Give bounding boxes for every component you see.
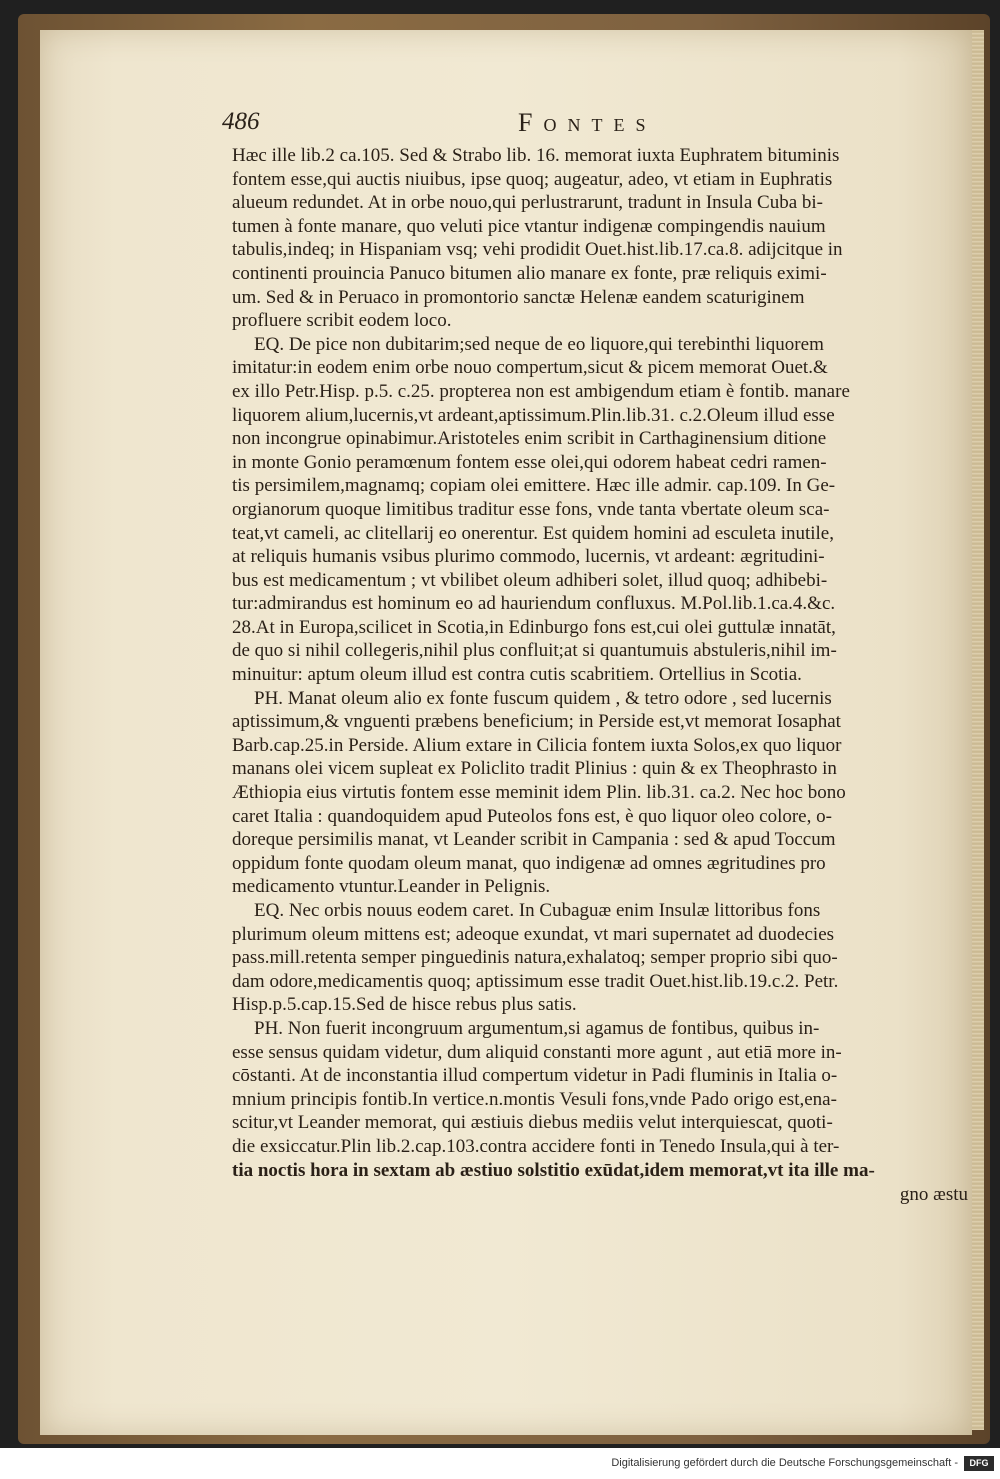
text-line: tia noctis hora in sextam ab æstiuo solstitio exūdat,idem memorat,vt ita ille ma-	[232, 1159, 875, 1181]
text-line: manans olei vicem supleat ex Policlito tradit Plinius : quin & ex Theophrasto in	[232, 758, 837, 780]
text-line: tumen à fonte manare, quo veluti pice vtantur indigenæ compingendis nauium	[232, 215, 826, 237]
footer-credit: Digitalisierung gefördert durch die Deutsche Forschungsgemeinschaft -	[611, 1457, 958, 1469]
page-fore-edge	[972, 30, 984, 1430]
text-line: fontem esse,qui auctis niuibus, ipse quoq; augeatur, adeo, vt etiam in Euphratis	[232, 168, 833, 190]
text-line: doreque persimilis manat, vt Leander scribit in Campania : sed & apud Toccum	[232, 829, 836, 851]
text-line: caret Italia : quandoquidem apud Puteolos fons est, è quo liquor oleo colore, o-	[232, 805, 832, 827]
page-number: 486	[222, 108, 260, 135]
dfg-logo-icon: DFG	[964, 1456, 994, 1471]
text-line: EQ. De pice non dubitarim;sed neque de eo liquore,qui terebinthi liquorem	[254, 333, 824, 355]
text-line: PH. Non fuerit incongruum argumentum,si agamus de fontibus, quibus in-	[254, 1017, 820, 1039]
text-line: de quo si nihil collegeris,nihil plus confluit;at si quantumuis abstuleris,nihil im-	[232, 640, 837, 662]
page-header	[222, 108, 742, 142]
text-line: tur:admirandus est hominum eo ad hauriendum confluxus. M.Pol.lib.1.ca.4.&c.	[232, 593, 836, 615]
text-line: orgianorum quoque limitibus traditur esse fons, vnde tanta vbertate oleum sca-	[232, 498, 830, 520]
text-line: medicamento vtuntur.Leander in Pelignis.	[232, 876, 551, 898]
text-line: tis persimilem,magnamq; copiam olei emittere. Hæc ille admir. cap.109. In Ge-	[232, 475, 836, 497]
text-line: pass.mill.retenta semper pinguedinis natura,exhalatoq; semper proprio sibi quo-	[232, 947, 838, 969]
text-line: in monte Gonio peramœnum fontem esse olei,qui odorem habeat cedri ramen-	[232, 451, 827, 473]
text-block	[232, 144, 970, 1182]
text-line: um. Sed & in Peruaco in promontorio sanctæ Helenæ eandem scaturiginem	[232, 286, 805, 308]
text-line: minuitur: aptum oleum illud est contra cutis scabritiem. Ortellius in Scotia.	[232, 664, 802, 686]
text-line: die exsiccatur.Plin lib.2.cap.103.contra accidere fonti in Tenedo Insula,qui à ter-	[232, 1135, 840, 1157]
text-line: aptissimum,& vnguenti præbens beneficium; in Perside est,vt memorat Iosaphat	[232, 711, 841, 733]
text-line: Æthiopia eius virtutis fontem esse meminit idem Plin. lib.31. ca.2. Nec hoc bono	[232, 782, 846, 804]
text-line: dam odore,medicamentis quoq; aptissimum esse tradit Ouet.hist.lib.19.c.2. Petr.	[232, 970, 839, 992]
text-line: continenti prouincia Panuco bitumen alio manare ex fonte, præ reliquis eximi-	[232, 262, 827, 284]
text-line: Hæc ille lib.2 ca.105. Sed & Strabo lib. 16. memorat iuxta Euphratem bituminis	[232, 145, 840, 166]
running-title: Fontes	[518, 108, 657, 137]
footer-bar	[0, 1448, 1000, 1479]
text-line: tabulis,indeq; in Hispaniam vsq; vehi prodidit Ouet.hist.lib.17.ca.8. adijcitque in	[232, 239, 843, 261]
text-line: teat,vt cameli, ac clitellarij eo onerentur. Est quidem homini ad esculeta inutile,	[232, 522, 834, 544]
text-line: mnium principis fontib.In vertice.n.montis Vesuli fons,vnde Pado origo est,ena-	[232, 1088, 837, 1110]
catchword: gno æstu	[899, 1184, 968, 1205]
text-line: non incongrue opinabimur.Aristoteles enim scribit in Carthaginensium ditione	[232, 428, 827, 450]
text-line: ex illo Petr.Hisp. p.5. c.25. propterea non est ambigendum etiam è fontib. manare	[232, 380, 850, 402]
text-line: oppidum fonte quodam oleum manat, quo indigenæ ad omnes ægritudines pro	[232, 852, 826, 874]
text-line: 28.At in Europa,scilicet in Scotia,in Edinburgo fons est,cui olei guttulæ innatāt,	[232, 616, 836, 638]
text-line: esse sensus quidam videtur, dum aliquid constanti more agunt , aut etiā more in-	[232, 1041, 842, 1063]
text-line: scitur,vt Leander memorat, qui æstiuis diebus mediis velut interquiescat, quoti-	[232, 1112, 833, 1134]
text-line: profluere scribit eodem loco.	[232, 310, 452, 332]
text-line: plurimum oleum mittens est; adeoque exundat, vt mari supernatet ad duodecies	[232, 923, 835, 945]
text-line: liquorem alium,lucernis,vt ardeant,aptissimum.Plin.lib.31. c.2.Oleum illud esse	[232, 404, 835, 426]
text-line: cōstanti. At de inconstantia illud compertum videtur in Padi fluminis in Italia o-	[232, 1065, 838, 1087]
text-line: Hisp.p.5.cap.15.Sed de hisce rebus plus satis.	[232, 994, 577, 1016]
text-line: bus est medicamentum ; vt vbilibet oleum adhiberi solet, illud quoq; adhibebi-	[232, 569, 828, 591]
text-line: imitatur:in eodem enim orbe nouo compertum,sicut & picem memorat Ouet.&	[232, 357, 828, 379]
text-line: Barb.cap.25.in Perside. Alium extare in Cilicia fontem iuxta Solos,ex quo liquor	[232, 734, 842, 756]
text-line: alueum redundet. At in orbe nouo,qui perlustrarunt, tradunt in Insula Cuba bi-	[232, 192, 823, 214]
text-line: at reliquis humanis vsibus plurimo commodo, lucernis, vt ardeant: ægritudini-	[232, 546, 825, 568]
text-line: EQ. Nec orbis nouus eodem caret. In Cubaguæ enim Insulæ littoribus fons	[254, 900, 821, 921]
text-line: PH. Manat oleum alio ex fonte fuscum quidem , & tetro odore , sed lucernis	[254, 687, 832, 709]
